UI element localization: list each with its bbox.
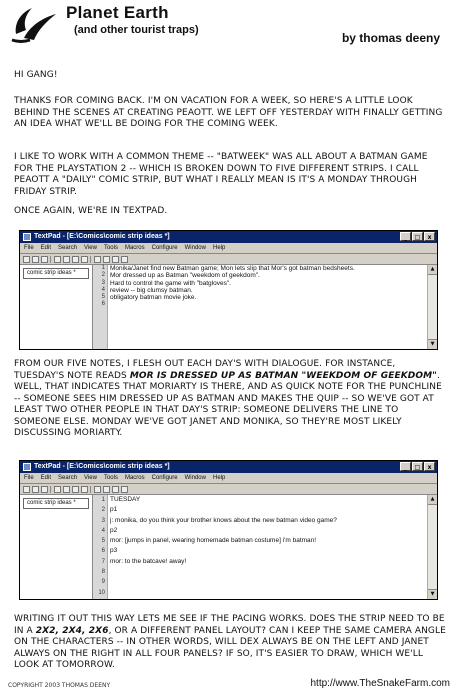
paragraph-dialogue-text: FROM OUR FIVE NOTES, I FLESH OUT EACH DAY'S WITH DIALOGUE. FOR INSTANCE, TUESDAY'S NOTE READS (14, 359, 396, 381)
menu-file[interactable]: File (24, 245, 34, 251)
line-number: 9 (101, 579, 105, 586)
print-icon[interactable] (54, 486, 61, 493)
minimize-button[interactable]: _ (400, 462, 411, 471)
document-selector (20, 495, 93, 599)
editor-area (20, 265, 437, 349)
document-tab[interactable]: comic strip ideas * (23, 268, 89, 279)
maximize-button[interactable]: □ (412, 462, 423, 471)
minimize-button[interactable]: _ (400, 232, 411, 241)
copyright: COPYRIGHT 2003 THOMAS DEENY (8, 682, 111, 689)
paragraph-intro: THANKS FOR COMING BACK. I'M ON VACATION FOR A WEEK, SO HERE'S A LITTLE LOOK BEHIND THE SCENES AT CREATING PEAOTT. WE LEFT OFF YESTERDAY WITH FINALLY GETTING AN IDEA WHAT WE'LL BE DOING FOR THE COMING WEEK. (14, 96, 443, 129)
close-button[interactable]: x (424, 462, 435, 471)
editor-line[interactable]: p1 (110, 506, 118, 514)
menu-help[interactable]: Help (212, 245, 226, 251)
line-number: 4 (101, 286, 105, 293)
menu-file[interactable]: File (24, 475, 34, 481)
replace-icon[interactable] (121, 486, 128, 493)
editor-text[interactable] (110, 265, 427, 349)
editor-line[interactable]: mor: [jumps in panel, wearing homemade batman costume] i'm batman! (110, 537, 317, 545)
open-file-icon[interactable] (32, 486, 39, 493)
document-tab[interactable]: comic strip ideas * (23, 498, 89, 509)
line-number: 8 (101, 569, 105, 576)
find-icon[interactable] (112, 256, 119, 263)
page-subtitle: (and other tourist traps) (74, 24, 199, 36)
cut-icon[interactable] (63, 256, 70, 263)
menu-macros[interactable]: Macros (124, 245, 145, 251)
vertical-scrollbar[interactable] (427, 495, 437, 599)
page-title: Planet Earth (66, 3, 169, 22)
window-titlebar (20, 231, 437, 243)
menu-window[interactable]: Window (184, 475, 206, 481)
menu-edit[interactable]: Edit (40, 245, 52, 251)
editor-text[interactable] (110, 495, 427, 599)
menu-help[interactable]: Help (212, 475, 226, 481)
toolbar-separator (50, 256, 52, 263)
line-number: 2 (101, 272, 105, 279)
line-number: 5 (101, 538, 105, 545)
undo-icon[interactable] (94, 256, 101, 263)
copy-icon[interactable] (72, 486, 79, 493)
cut-icon[interactable] (63, 486, 70, 493)
new-file-icon[interactable] (23, 256, 30, 263)
paragraph-dialogue (14, 359, 446, 440)
scroll-up-icon[interactable]: ▲ (428, 265, 437, 275)
line-number: 3 (101, 517, 105, 524)
editor-line[interactable]: j: monika, do you think your brother knows about the new batman video game? (110, 516, 337, 524)
open-file-icon[interactable] (32, 256, 39, 263)
menu-configure[interactable]: Configure (151, 475, 178, 481)
textpad-app-icon (23, 233, 31, 241)
redo-icon[interactable] (103, 486, 110, 493)
textpad-window-2 (19, 460, 438, 600)
line-number: 2 (101, 507, 105, 514)
greeting: HI GANG! (14, 70, 58, 80)
line-number-gutter (93, 265, 108, 349)
menu-window[interactable]: Window (184, 245, 206, 251)
copy-icon[interactable] (72, 256, 79, 263)
paragraph-pacing-text: , OR A DIFFERENT PANEL LAYOUT? CAN I KEEP THE SAME CAMERA ANGLE ON THE CHARACTERS -- IN OTHER WORDS, WILL DEX ALWAYS BE ON THE LEFT AND JANET ALWAYS ON THE RIGHT IN ALL FOUR PANELS? IF SO, IT'S EASIER TO DRAW, WHICH WE'LL LOOK AT TOMORROW. (14, 625, 446, 670)
editor-line[interactable]: TUESDAY (110, 496, 141, 503)
toolbar-separator (90, 486, 92, 493)
menu-edit[interactable]: Edit (40, 475, 52, 481)
redo-icon[interactable] (103, 256, 110, 263)
menu-bar (20, 243, 437, 254)
toolbar-separator (50, 486, 52, 493)
line-number: 4 (101, 527, 105, 534)
paragraph-dialogue-text: . WELL, THAT INDICATES THAT MORIARTY IS THERE, AND AS QUICK NOTE FOR THE PUNCHLINE -- SOMEONE SEES HIM DRESSED UP AS BATMAN AND MAKES THE QUIP -- SO WE'VE GOT AT LEAST TWO OTHER PEOPLE IN THAT DAY'S STRIP: SOMEONE DELIVERS THE LINE TO SOMEONE ELSE. MONDAY WE'VE GOT JANET AND MONIKA, SO THEY'RE MOST LIKELY DISCUSSING MORIARTY. (14, 370, 442, 438)
paragraph-textpad: ONCE AGAIN, WE'RE IN TEXTPAD. (14, 206, 168, 216)
print-icon[interactable] (54, 256, 61, 263)
editor-line[interactable]: Hard to control the game with "batgloves". (110, 279, 231, 287)
menu-view[interactable]: View (84, 245, 97, 251)
menu-search[interactable]: Search (58, 475, 78, 481)
snake-logo-icon (8, 4, 60, 44)
close-button[interactable]: x (424, 232, 435, 241)
menu-view[interactable]: View (84, 475, 97, 481)
window-title: TextPad - [E:\Comics\comic strip ideas *] (34, 233, 170, 240)
vertical-scrollbar[interactable] (427, 265, 437, 349)
editor-line[interactable]: p3 (110, 547, 118, 555)
site-url-link[interactable]: http://www.TheSnakeFarm.com (310, 678, 450, 689)
line-number: 5 (101, 294, 105, 301)
toolbar (20, 484, 437, 495)
menu-tools[interactable]: Tools (103, 475, 118, 481)
byline: by thomas deeny (341, 31, 440, 45)
line-number: 6 (101, 548, 105, 555)
paste-icon[interactable] (81, 256, 88, 263)
editor-area (20, 495, 437, 599)
menu-configure[interactable]: Configure (151, 245, 178, 251)
paragraph-pacing (14, 614, 446, 672)
save-icon[interactable] (41, 256, 48, 263)
emphasis-note: MOR IS DRESSED UP AS BATMAN "WEEKDOM OF GEEKDOM" (129, 370, 437, 381)
find-icon[interactable] (112, 486, 119, 493)
replace-icon[interactable] (121, 256, 128, 263)
textpad-app-icon (23, 463, 31, 471)
line-number: 3 (101, 279, 105, 286)
scroll-down-icon[interactable]: ▼ (428, 339, 437, 349)
editor-line[interactable]: p2 (110, 526, 118, 534)
line-number-gutter (93, 495, 108, 599)
editor-line[interactable]: Mor dressed up as Batman "weekdom of geekdom". (110, 272, 260, 280)
menu-macros[interactable]: Macros (124, 475, 145, 481)
document-selector (20, 265, 93, 349)
save-icon[interactable] (41, 486, 48, 493)
line-number: 10 (98, 589, 105, 596)
menu-search[interactable]: Search (58, 245, 78, 251)
window-titlebar (20, 461, 437, 473)
emphasis-layouts: 2X2, 2X4, 2X6 (35, 625, 109, 636)
new-file-icon[interactable] (23, 486, 30, 493)
editor-line[interactable]: review -- big clumsy batman. (110, 286, 193, 294)
menu-tools[interactable]: Tools (103, 245, 118, 251)
paragraph-theme: I LIKE TO WORK WITH A COMMON THEME -- "BATWEEK" WAS ALL ABOUT A BATMAN GAME FOR THE PLAYSTATION 2 -- WHICH IS BROKEN DOWN TO FIVE DIFFERENT STRIPS. I CALL PEAOTT A "DAILY" COMIC STRIP, BUT WHAT I REALLY MEAN IS IT'S A MONDAY THROUGH FRIDAY STRIP. (14, 152, 428, 197)
line-number: 1 (101, 497, 105, 503)
textpad-window-1 (19, 230, 438, 350)
scroll-down-icon[interactable]: ▼ (428, 589, 437, 599)
menu-bar (20, 473, 437, 484)
editor-line[interactable]: mor: to the batcave! away! (110, 557, 187, 565)
window-title: TextPad - [E:\Comics\comic strip ideas *] (34, 463, 170, 470)
paste-icon[interactable] (81, 486, 88, 493)
line-number: 6 (101, 301, 105, 308)
undo-icon[interactable] (94, 486, 101, 493)
maximize-button[interactable]: □ (412, 232, 423, 241)
editor-line[interactable]: obligatory batman movie joke. (110, 294, 197, 302)
scroll-up-icon[interactable]: ▲ (428, 495, 437, 505)
toolbar (20, 254, 437, 265)
editor-line[interactable]: Monika/Janet find new Batman game; Mon lets slip that Mor's got batman bedsheets. (110, 265, 355, 272)
paragraph-pacing-text: WRITING IT OUT THIS WAY LETS ME SEE IF THE PACING WORKS. DOES THE STRIP NEED TO BE IN A (14, 614, 445, 636)
toolbar-separator (90, 256, 92, 263)
line-number: 7 (101, 558, 105, 565)
line-number: 1 (101, 265, 105, 271)
